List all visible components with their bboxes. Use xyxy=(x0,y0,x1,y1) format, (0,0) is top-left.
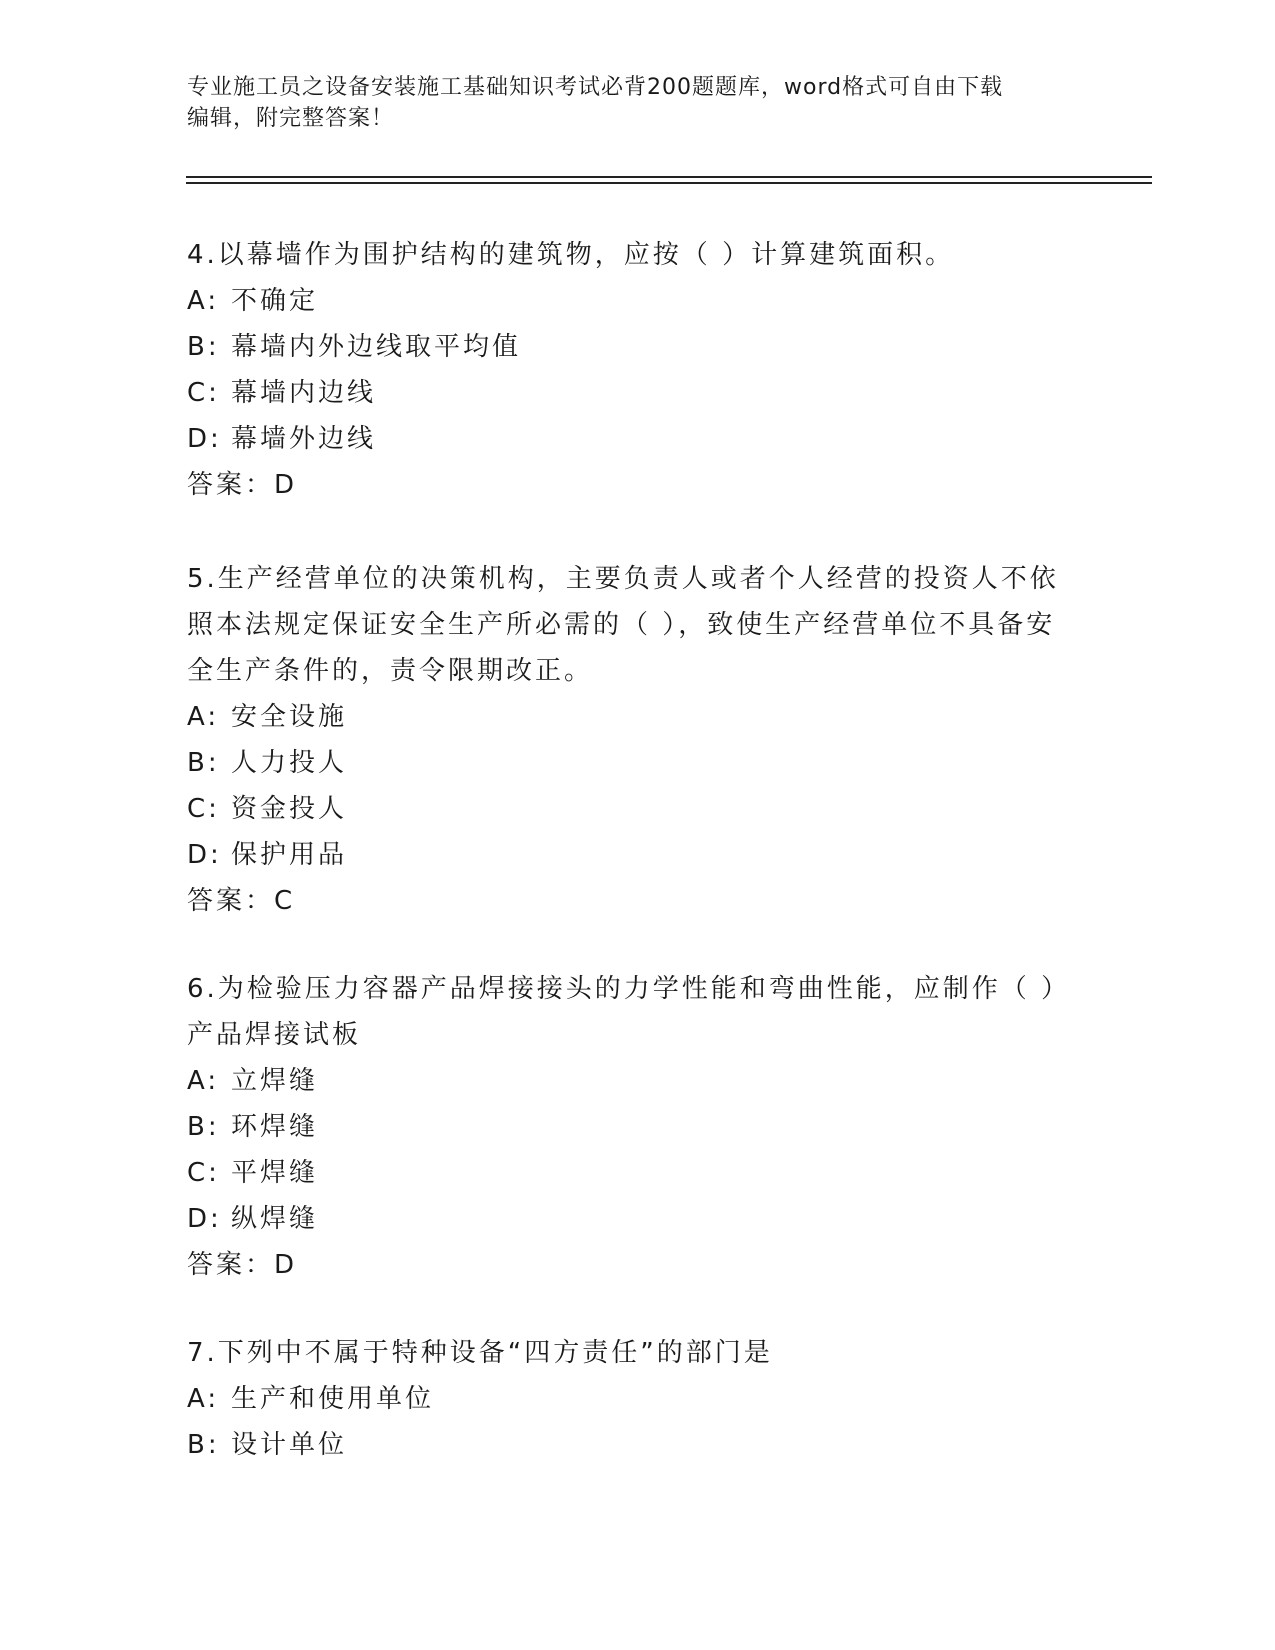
option-text: 保护用品 xyxy=(231,840,348,870)
option-d xyxy=(187,416,1067,462)
option-b xyxy=(187,1104,1067,1150)
question-stem-line-1: 6.为检验压力容器产品焊接接头的力学性能和弯曲性能，应制作（ ） xyxy=(187,974,1071,1004)
question-stem-line-2: 产品焊接试板 xyxy=(187,1020,362,1050)
option-key: A: xyxy=(187,1384,220,1414)
option-key: B: xyxy=(187,1112,220,1142)
option-text: 不确定 xyxy=(231,286,319,316)
option-key: A: xyxy=(187,702,220,732)
option-text: 设计单位 xyxy=(231,1430,348,1460)
option-c xyxy=(187,1150,1067,1196)
option-text: 幕墙内边线 xyxy=(231,378,377,408)
option-key: A: xyxy=(187,286,220,316)
option-text: 幕墙外边线 xyxy=(231,424,377,454)
option-text: 纵焊缝 xyxy=(231,1204,319,1234)
option-key: A: xyxy=(187,1066,220,1096)
answer-line: 答案：D xyxy=(187,1250,298,1280)
question-stem: 7.下列中不属于特种设备“四方责任”的部门是 xyxy=(187,1338,773,1368)
option-key: D: xyxy=(187,1204,222,1234)
header-title-line-1: 专业施工员之设备安装施工基础知识考试必背200题题库，word格式可自由下载 xyxy=(187,75,1004,100)
option-key: D: xyxy=(187,424,222,454)
question-stem-line-1: 5.生产经营单位的决策机构，主要负责人或者个人经营的投资人不依 xyxy=(187,564,1059,594)
option-d xyxy=(187,832,1067,878)
option-d xyxy=(187,1196,1067,1242)
option-key: C: xyxy=(187,1158,220,1188)
option-b xyxy=(187,324,1067,370)
option-key: B: xyxy=(187,1430,220,1460)
question-5 xyxy=(187,556,1067,924)
option-text: 立焊缝 xyxy=(231,1066,319,1096)
option-text: 环焊缝 xyxy=(231,1112,319,1142)
question-4 xyxy=(187,232,1067,508)
answer-line: 答案：C xyxy=(187,886,296,916)
question-stem-line-3: 全生产条件的，责令限期改正。 xyxy=(187,656,594,686)
header-title-line-2: 编辑，附完整答案！ xyxy=(187,106,395,131)
option-b xyxy=(187,740,1067,786)
option-a xyxy=(187,278,1067,324)
option-text: 安全设施 xyxy=(231,702,348,732)
option-b xyxy=(187,1422,1067,1468)
answer-line: 答案：D xyxy=(187,470,298,500)
document-header xyxy=(187,72,1067,134)
option-key: D: xyxy=(187,840,222,870)
option-key: B: xyxy=(187,332,220,362)
option-text: 资金投人 xyxy=(231,794,348,824)
option-key: C: xyxy=(187,378,220,408)
option-text: 生产和使用单位 xyxy=(231,1384,435,1414)
option-c xyxy=(187,370,1067,416)
question-6 xyxy=(187,966,1071,1288)
option-a xyxy=(187,694,1067,740)
header-divider-top xyxy=(186,176,1152,178)
option-key: B: xyxy=(187,748,220,778)
question-stem-line-2: 照本法规定保证安全生产所必需的（ ），致使生产经营单位不具备安 xyxy=(187,610,1056,640)
option-c xyxy=(187,786,1067,832)
option-text: 平焊缝 xyxy=(231,1158,319,1188)
header-divider-bottom xyxy=(186,182,1152,184)
option-key: C: xyxy=(187,794,220,824)
question-7 xyxy=(187,1330,1067,1468)
option-a xyxy=(187,1058,1067,1104)
option-a xyxy=(187,1376,1067,1422)
option-text: 幕墙内外边线取平均值 xyxy=(231,332,522,362)
option-text: 人力投人 xyxy=(231,748,348,778)
question-stem: 4.以幕墙作为围护结构的建筑物，应按（ ）计算建筑面积。 xyxy=(187,240,955,270)
